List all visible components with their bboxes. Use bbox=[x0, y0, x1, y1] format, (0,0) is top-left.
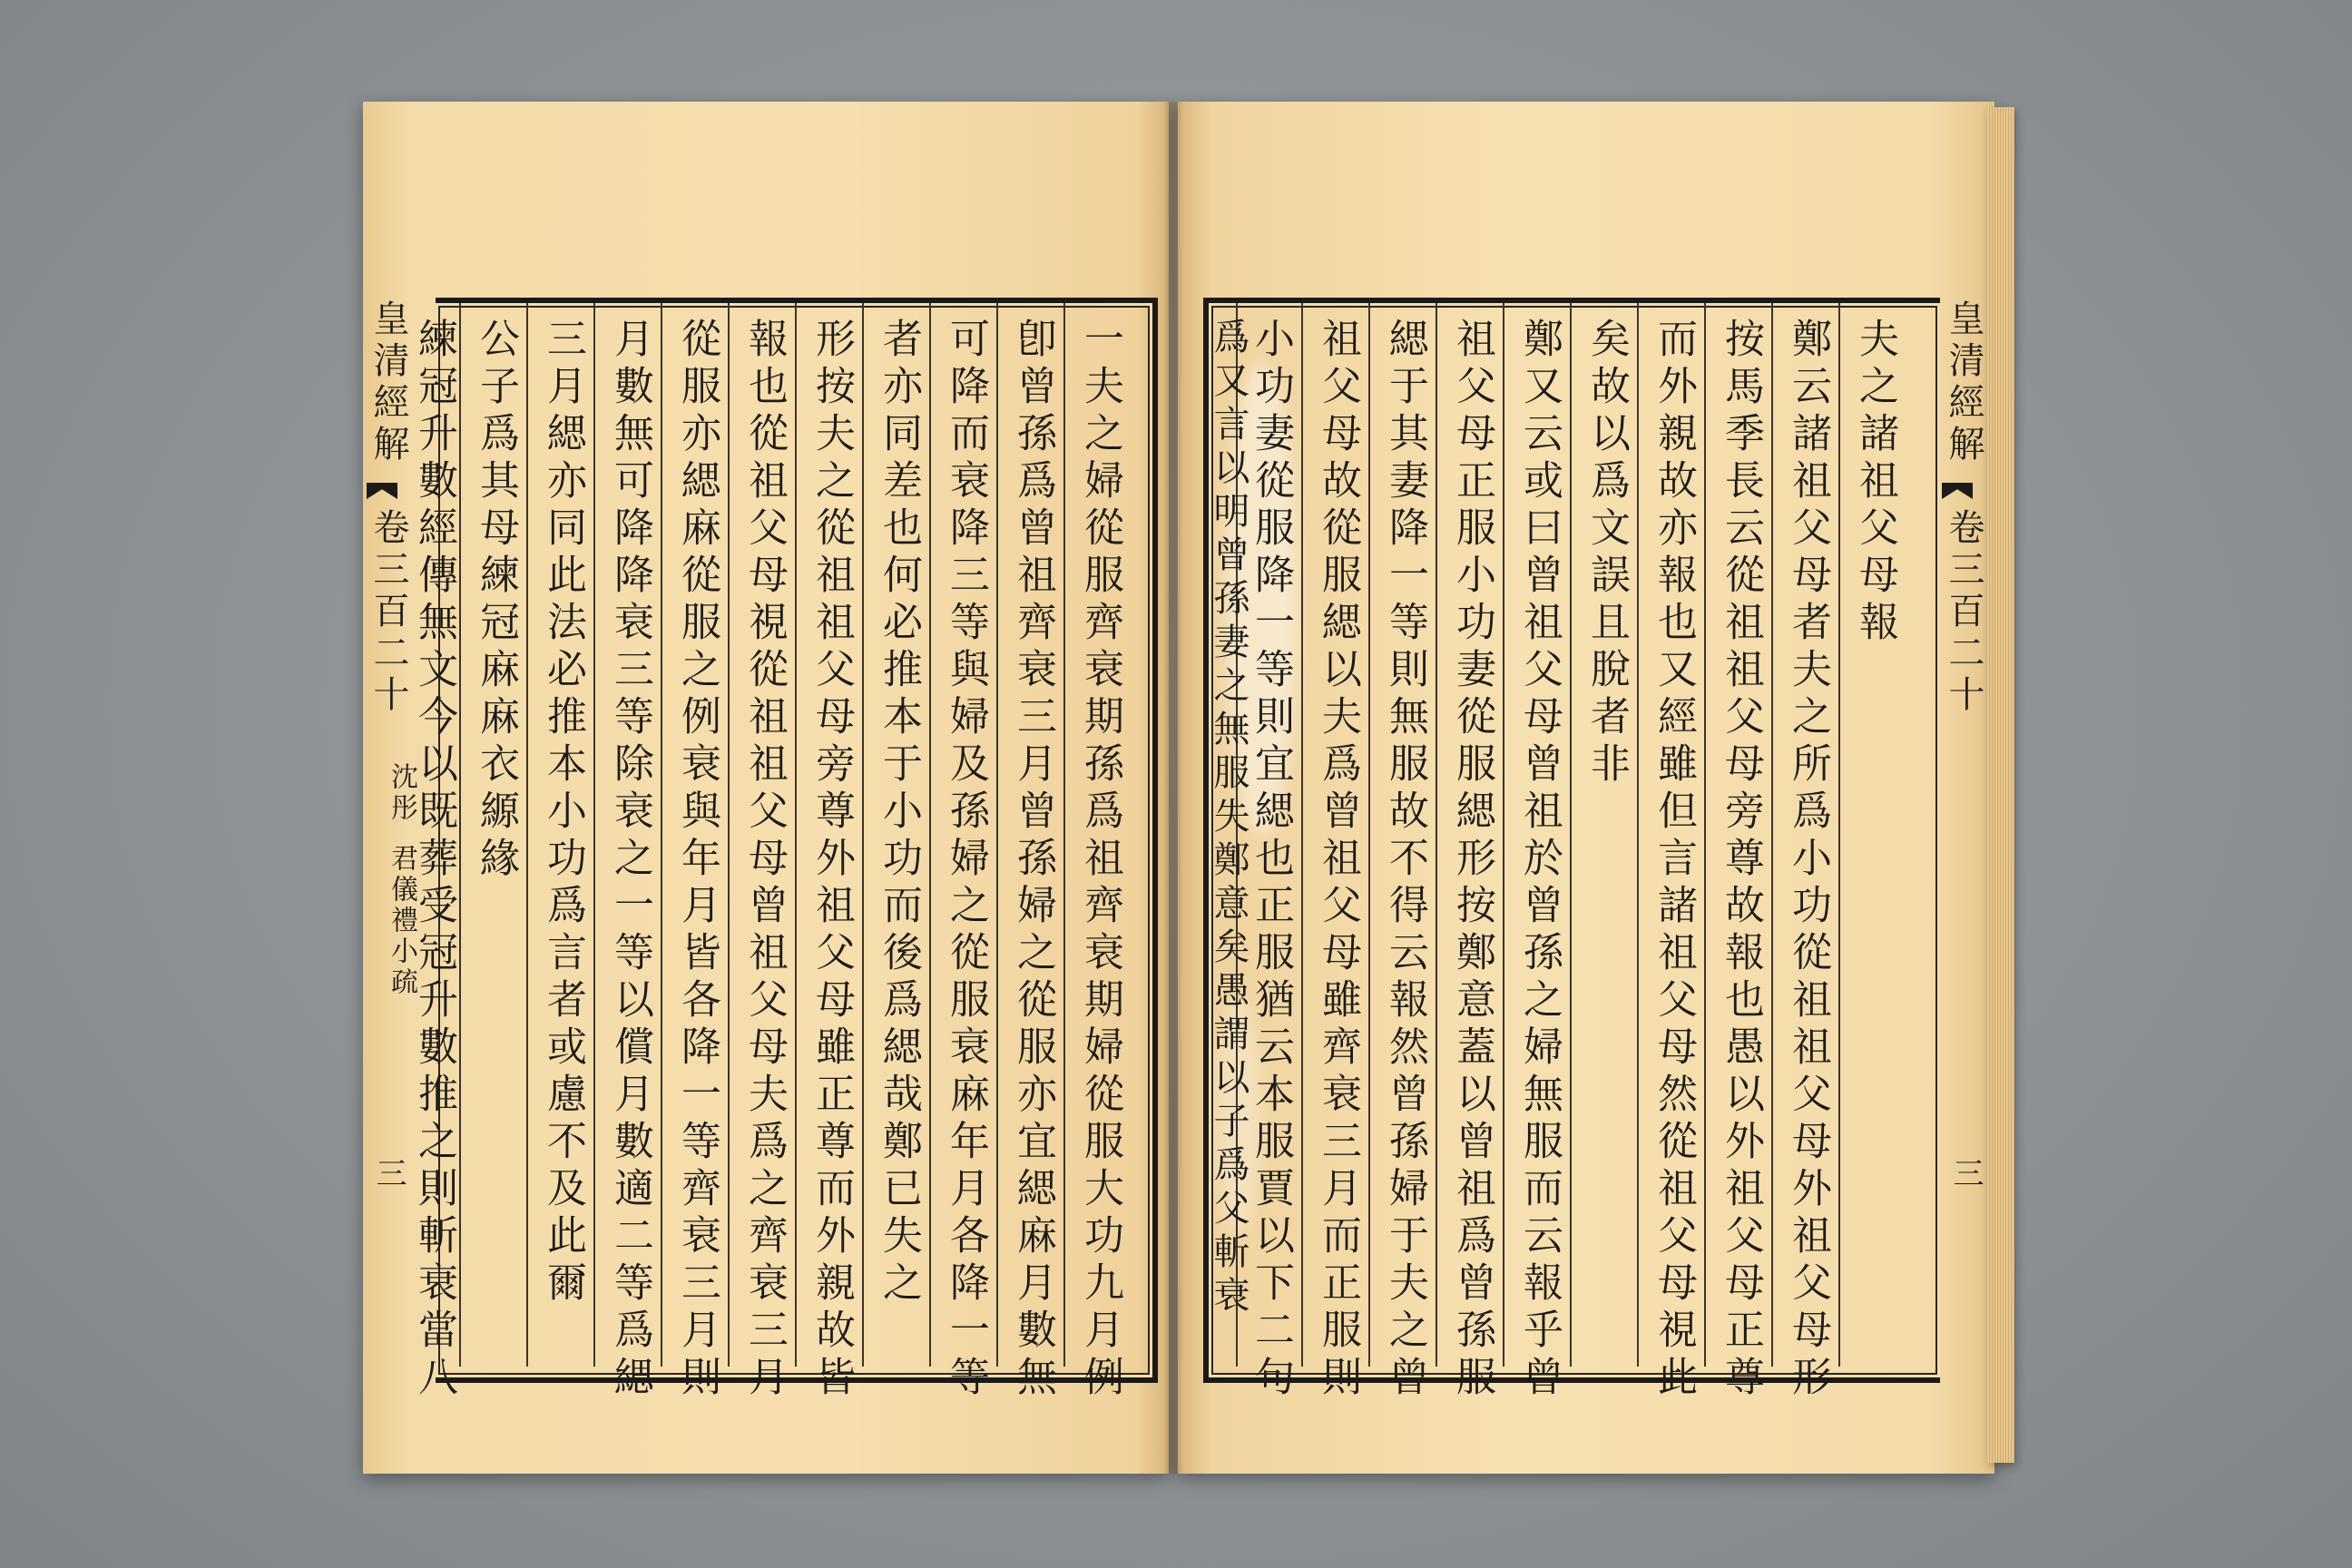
left-margin-volume: 卷三百二十 bbox=[368, 508, 409, 717]
left-column-10: 公子爲其母練冠麻麻衣縓緣 bbox=[473, 318, 519, 884]
column-rule bbox=[1704, 303, 1706, 1367]
left-column-2: 卽曾孫爲曾祖齊衰三月曾孫婦之從服亦宜緦麻月數無 bbox=[1010, 318, 1056, 1403]
left-column-8: 月數無可降降衰三等除衰之一等以償月數適二等爲緦 bbox=[607, 318, 653, 1403]
column-rule bbox=[1771, 303, 1773, 1367]
right-margin-title: 皇清經解 bbox=[1943, 299, 1984, 466]
column-rule bbox=[728, 303, 730, 1367]
right-column-8: 緦于其妻降一等則無服故不得云報然曾孫婦于夫之曾 bbox=[1382, 318, 1428, 1403]
left-column-3: 可降而衰降三等與婦及孫婦之從服衰麻年月各降一等 bbox=[943, 318, 989, 1403]
right-column-7: 祖父母正服小功妻從服緦形按鄭意蓋以曾祖爲曾孫服 bbox=[1449, 318, 1495, 1403]
right-column-4: 而外親故亦報也又經雖但言諸祖父母然從祖父母視此 bbox=[1651, 318, 1697, 1403]
column-rule bbox=[1368, 303, 1370, 1367]
right-column-11: 爲又言以明曾孫妻之無服失鄭意矣愚謂以子爲父斬衰 bbox=[1208, 318, 1250, 1319]
column-rule bbox=[996, 303, 998, 1367]
left-column-5: 形按夫之從祖祖父母旁尊外祖父母雖正尊而外親故皆 bbox=[808, 318, 855, 1403]
column-rule bbox=[1838, 303, 1840, 1367]
right-folio-number: 三 bbox=[1947, 1157, 1984, 1188]
right-column-2: 鄭云諸祖父母者夫之所爲小功從祖祖父母外祖父母形 bbox=[1785, 318, 1831, 1403]
column-rule bbox=[1301, 303, 1303, 1367]
column-rule bbox=[862, 303, 864, 1367]
left-column-11: 練冠升數經傳無文今以既葬受冠升數推之則斬衰當八 bbox=[411, 318, 457, 1403]
left-column-4: 者亦同差也何必推本于小功而後爲緦哉鄭已失之 bbox=[876, 318, 922, 1308]
left-column-7: 從服亦緦麻從服之例衰與年月皆各降一等齊衰三月則 bbox=[674, 318, 720, 1403]
left-margin-work: 君儀禮小疏 bbox=[386, 844, 417, 998]
left-folio-number: 三 bbox=[370, 1157, 407, 1188]
column-rule bbox=[1063, 303, 1065, 1367]
column-rule bbox=[526, 303, 528, 1367]
column-rule bbox=[795, 303, 797, 1367]
column-rule bbox=[1503, 303, 1504, 1367]
column-rule bbox=[661, 303, 662, 1367]
book-gutter bbox=[1163, 102, 1183, 1474]
right-column-3: 按馬季長云從祖祖父母旁尊故報也愚以外祖父母正尊 bbox=[1718, 318, 1764, 1403]
column-rule bbox=[459, 303, 461, 1367]
right-column-10: 小功妻從服降一等則宜緦也正服猶云本服賈以下二句 bbox=[1248, 318, 1294, 1403]
left-column-1: 一夫之婦從服齊衰期孫爲祖齊衰期婦從服大功九月例 bbox=[1077, 318, 1123, 1403]
column-rule bbox=[593, 303, 595, 1367]
right-column-1: 夫之諸祖父母報 bbox=[1852, 318, 1898, 648]
right-column-9: 祖父母故從服緦以夫爲曾祖父母雖齊衰三月而正服則 bbox=[1315, 318, 1361, 1403]
page-edge-stack bbox=[1987, 107, 2014, 1463]
right-margin-volume: 卷三百二十 bbox=[1943, 508, 1984, 717]
left-column-6: 報也從祖父母視從祖祖父母曾祖父母夫爲之齊衰三月 bbox=[741, 318, 788, 1403]
column-rule bbox=[929, 303, 931, 1367]
right-column-5: 矣故以爲文誤且脫者非 bbox=[1583, 318, 1630, 789]
column-rule bbox=[1570, 303, 1572, 1367]
left-column-9: 三月緦亦同此法必推本小功爲言者或慮不及此爾 bbox=[540, 318, 586, 1308]
left-margin-title: 皇清經解 bbox=[368, 299, 409, 466]
left-margin-author: 沈彤 bbox=[386, 762, 417, 824]
column-rule bbox=[1436, 303, 1437, 1367]
column-rule bbox=[1637, 303, 1639, 1367]
right-column-6: 鄭又云或曰曾祖父母曾祖於曾孫之婦無服而云報乎曾 bbox=[1516, 318, 1563, 1403]
